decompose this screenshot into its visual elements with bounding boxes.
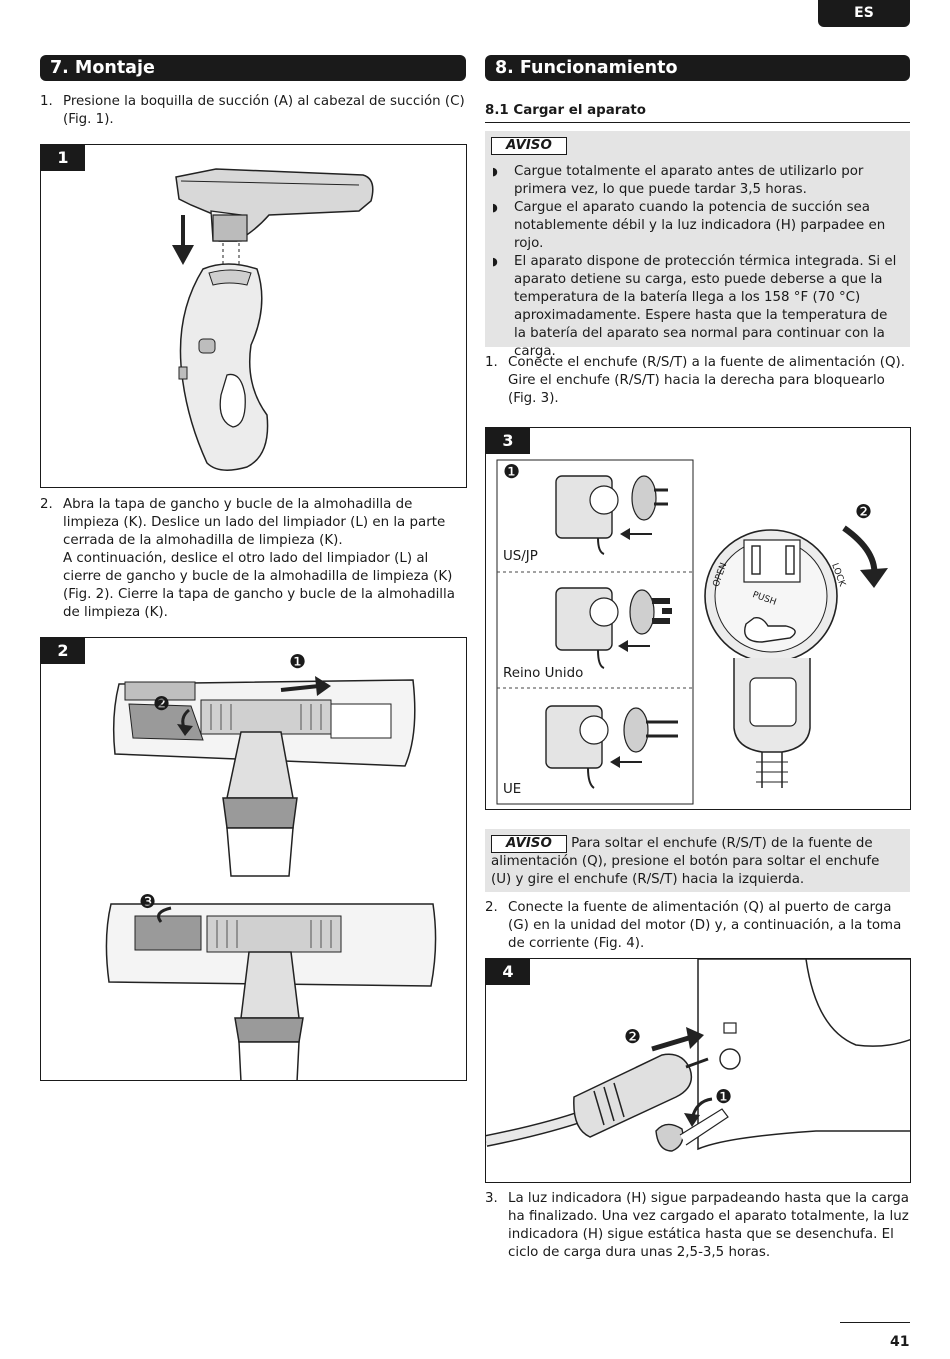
plug-label-uk: Reino Unido: [503, 666, 584, 681]
section-heading-funcionamiento: 8. Funcionamiento: [485, 55, 910, 81]
step-text: Conecte el enchufe (R/S/T) a la fuente de alimentación (Q). Gire el enchufe (R/S/T) hacia la derecha para bloquearlo (Fig. 3).: [508, 355, 906, 406]
figure-label: 4: [486, 959, 530, 985]
figure-label: 1: [41, 145, 85, 171]
notice-box-2: [485, 829, 910, 892]
bullet-icon: ◗: [492, 255, 498, 268]
step-marker-3: ❸: [139, 891, 157, 913]
figure-4: [485, 958, 911, 1183]
notice-bullet: ◗ El aparato dispone de protección térmica integrada. Si el aparato detiene su carga, esto puede deberse a que la temperatura de la batería llega a los 158 °F (70 °C) aproximadamente. Espere hasta que la temperatura de la batería del aparato sea normal para continuar con la carga.: [492, 254, 897, 359]
step-number: 3.: [485, 1191, 498, 1206]
step-text: Abra la tapa de gancho y bucle de la almohadilla de limpieza (K). Deslice un lado del limpiador (L) en la parte cerrada de la almohadilla de limpieza (K).: [63, 497, 446, 548]
figure-2: [40, 637, 467, 1081]
montaje-step-2: [40, 496, 465, 622]
step-marker-1: ❶: [715, 1086, 733, 1108]
funcionamiento-step-1: [485, 354, 910, 408]
language-tab: ES: [818, 0, 910, 27]
notice-bullet: ◗ Cargue el aparato cuando la potencia de succión sea notablemente débil y la luz indicadora (H) parpadee en rojo.: [492, 200, 886, 251]
notice-text: Para soltar el enchufe (R/S/T) de la fuente de alimentación (Q), presione el botón para soltar el enchufe (U) y gire el enchufe (R/S/T) hacia la izquierda.: [491, 836, 880, 887]
notice-bullet: ◗ Cargue totalmente el aparato antes de utilizarlo por primera vez, lo que puede tardar 3,5 horas.: [492, 164, 864, 197]
funcionamiento-step-3: [485, 1190, 910, 1262]
step-number: 1.: [485, 355, 498, 370]
dial-label-open: OPEN: [711, 561, 730, 589]
plug-label-eu: UE: [503, 782, 522, 797]
page-number: 41: [890, 1334, 910, 1350]
section-heading-montaje: 7. Montaje: [40, 55, 466, 81]
funcionamiento-step-2: [485, 899, 910, 953]
step-marker-1: ❶: [503, 461, 521, 483]
bullet-icon: ◗: [492, 165, 498, 178]
subsection-heading: 8.1 Cargar el aparato: [485, 102, 910, 123]
step-marker-2: ❷: [624, 1026, 642, 1048]
figure-3: [485, 427, 911, 810]
figure-1: [40, 144, 467, 488]
nozzle-assembly-illustration: [41, 145, 467, 488]
dial-label-lock: LOCK: [829, 562, 847, 588]
footer-rule: [840, 1322, 910, 1323]
step-marker-2: ❷: [855, 501, 873, 523]
step-text: Presione la boquilla de succión (A) al cabezal de succión (C) (Fig. 1).: [63, 94, 465, 127]
step-text: La luz indicadora (H) sigue parpadeando hasta que la carga ha finalizado. Una vez cargado el aparato totalmente, la luz indicadora (H) sigue estática hasta que se desenchufa. El ciclo de carga dura unas 2,5-3,5 horas.: [508, 1191, 909, 1260]
step-marker-1: ❶: [289, 651, 307, 673]
figure-label: 2: [41, 638, 85, 664]
figure-label: 3: [486, 428, 530, 454]
aviso-label: AVISO: [491, 137, 567, 155]
bullet-icon: ◗: [492, 201, 498, 214]
plug-adapters-illustration: [486, 428, 911, 810]
step-number: 1.: [40, 94, 53, 109]
step-number: 2.: [485, 900, 498, 915]
step-number: 2.: [40, 497, 53, 512]
notice-box-1: [485, 131, 910, 359]
step-marker-2: ❷: [153, 693, 171, 715]
aviso-label: AVISO: [491, 835, 567, 853]
montaje-step-1: [40, 93, 465, 129]
step-text: Conecte la fuente de alimentación (Q) al puerto de carga (G) en la unidad del motor (D) y, a continuación, a la toma de corriente (Fig. 4).: [508, 900, 902, 951]
plug-label-us-jp: US/JP: [503, 549, 538, 564]
dial-label-push: PUSH: [751, 590, 778, 608]
pad-assembly-illustration: [41, 638, 467, 1081]
step-text-continued: A continuación, deslice el otro lado del limpiador (L) al cierre de gancho y bucle de la almohadilla de limpieza (K) (Fig. 2). Cierre la tapa de gancho y bucle de la almohadilla de limpieza (K).: [63, 551, 455, 620]
charging-port-illustration: [486, 959, 911, 1183]
